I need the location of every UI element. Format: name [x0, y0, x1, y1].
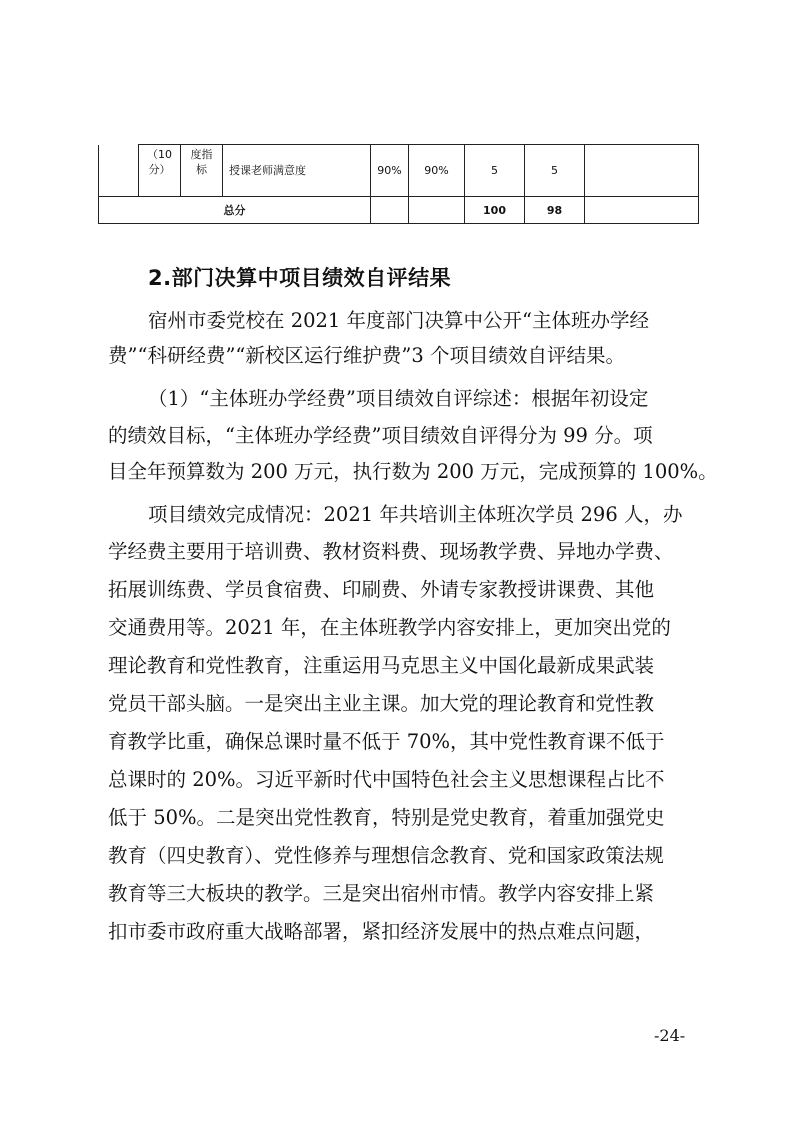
total-label: 总分: [99, 197, 371, 224]
paragraph-line: 育教学比重，确保总课时量不低于 70%，其中党性教育课不低于: [108, 730, 665, 753]
paragraph-line: 拓展训练费、学员食宿费、印刷费、外请专家教授讲课费、其他: [108, 578, 655, 601]
category-cell: （10 分）: [139, 145, 181, 197]
blank-cell: [99, 145, 139, 197]
total-actual-cell: [409, 197, 465, 224]
paragraph-line: （1）“主体班办学经费”项目绩效自评综述：根据年初设定: [148, 387, 649, 410]
indicator-cell: 度指 标: [181, 145, 223, 197]
paragraph-line: 的绩效目标，“主体班办学经费”项目绩效自评得分为 99 分。项: [108, 424, 653, 447]
target-cell: 90%: [371, 145, 409, 197]
table-row: [99, 145, 699, 197]
section-heading: 2.部门决算中项目绩效自评结果: [148, 266, 452, 290]
note-cell: [585, 145, 699, 197]
actual-cell: 90%: [409, 145, 465, 197]
paragraph-line: 党员干部头脑。一是突出主业主课。加大党的理论教育和党性教: [108, 692, 655, 715]
weight-cell: 5: [465, 145, 525, 197]
score-cell: 5: [525, 145, 585, 197]
paragraph-line: 总课时的 20%。习近平新时代中国特色社会主义思想课程占比不: [108, 768, 665, 791]
performance-table: [98, 144, 699, 224]
paragraph-line: 扣市委市政府重大战略部署，紧扣经济发展中的热点难点问题，: [108, 920, 655, 943]
total-score: 98: [525, 197, 585, 224]
paragraph-line: 费”“科研经费”“新校区运行维护费”3 个项目绩效自评结果。: [108, 344, 625, 367]
total-target-cell: [371, 197, 409, 224]
total-note-cell: [585, 197, 699, 224]
total-weight: 100: [465, 197, 525, 224]
paragraph-line: 理论教育和党性教育，注重运用马克思主义中国化最新成果武装: [108, 654, 655, 677]
paragraph-line: 目全年预算数为 200 万元，执行数为 200 万元，完成预算的 100%。: [108, 460, 718, 483]
page-number: -24-: [654, 1026, 686, 1045]
paragraph-line: 教育等三大板块的教学。三是突出宿州市情。教学内容安排上紧: [108, 882, 655, 905]
table-total-row: [99, 197, 699, 224]
item-cell: 授课老师满意度: [223, 145, 371, 197]
paragraph-line: 学经费主要用于培训费、教材资料费、现场教学费、异地办学费、: [108, 540, 674, 563]
paragraph-line: 项目绩效完成情况：2021 年共培训主体班次学员 296 人，办: [148, 503, 683, 526]
paragraph-line: 宿州市委党校在 2021 年度部门决算中公开“主体班办学经: [148, 309, 649, 332]
paragraph-line: 教育（四史教育）、党性修养与理想信念教育、党和国家政策法规: [108, 844, 664, 867]
paragraph-line: 低于 50%。二是突出党性教育，特别是党史教育，着重加强党史: [108, 806, 665, 829]
paragraph-line: 交通费用等。2021 年，在主体班教学内容安排上，更加突出党的: [108, 616, 671, 639]
